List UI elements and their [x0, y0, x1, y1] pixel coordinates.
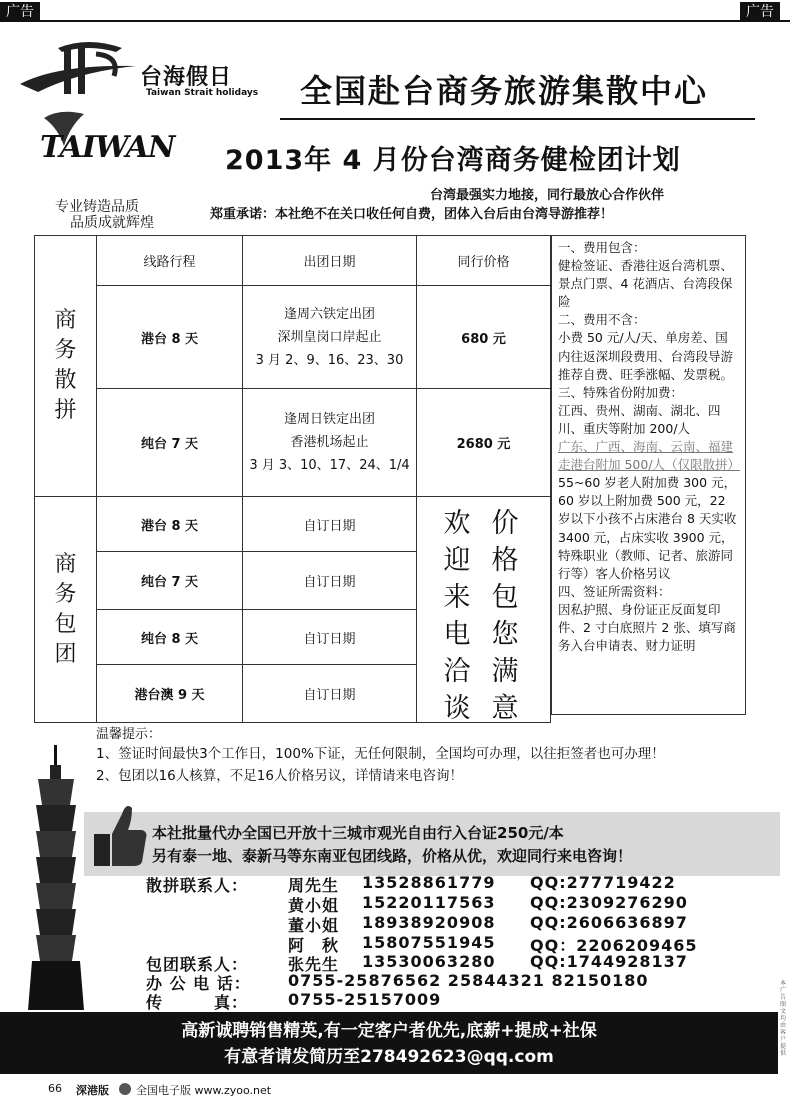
fee-info-surcharge: 广东、广西、海南、云南、福建走港台附加 500/人（仅限散拼）: [558, 439, 741, 473]
ad-label-right: 广告: [740, 2, 780, 22]
edition-label: 深港版: [76, 1084, 109, 1097]
slogan-1: 专业铸造品质: [55, 199, 139, 215]
welcome-text: 欢 迎 来 电 洽 谈: [443, 508, 471, 724]
contact-qq: QQ:277719422: [530, 873, 676, 892]
contact-qq: QQ:2309276290: [530, 893, 688, 912]
welcome-cell: [417, 497, 551, 723]
fee-info-part1: 一、费用包含： 健检签证、香港往返台湾机票、景点门票、4 花酒店、台湾段保险 二、费用不含： 小费 50 元/人/天、单房差、国内往返深圳段费用、台湾段导游推荐自费、旺季涨幅、发票税。 三、特殊省份附加费： 江西、贵州、湖南、湖北、四川、重庆等附加 200/人: [558, 240, 734, 436]
side-note: 本广告图文均由客户提供: [780, 980, 787, 1057]
table-row: 港台澳 9 天 自订日期: [35, 665, 551, 723]
contact-name: 阿 秋: [288, 936, 340, 955]
title-rule: [280, 118, 755, 120]
recruit-line-2: 有意者请发简历至278492623@qq.com: [224, 1047, 554, 1067]
thumbs-up-icon: [88, 800, 148, 870]
table-row: 港台 8 天 逢周六铁定出团 深圳皇岗口岸起止 3 月 2、9、16、23、30 680 元: [35, 286, 551, 389]
taipei-101-tower-icon: [26, 745, 86, 1010]
site-label: 全国电子版 www.zyoo.net: [136, 1084, 272, 1097]
header-dates: 出团日期: [243, 236, 417, 286]
logo-english: Taiwan Strait holidays: [146, 88, 259, 98]
top-rule: [0, 20, 790, 22]
recruit-footer: [0, 1012, 778, 1074]
table-row: 纯台 8 天 自订日期: [35, 610, 551, 665]
table-row: 纯台 7 天 逢周日铁定出团 香港机场起止 3 月 3、10、17、24、1/4 2680 元: [35, 389, 551, 497]
header-route: 线路行程: [97, 236, 243, 286]
logo-name: 台海假日: [140, 65, 233, 90]
contact-name: 黄小姐: [288, 896, 340, 915]
recruit-line-1: 高新诚聘销售精英,有一定客户者优先,底薪+提成+社保: [181, 1021, 597, 1041]
slogan-2: 品质成就辉煌: [70, 215, 154, 231]
header-price: 同行价格: [417, 236, 551, 286]
tip-1: 1、签证时间最快3个工作日，100%下证，无任何限制，全国均可办理，以往拒签者也可办理！: [96, 746, 665, 762]
contact-phone: 18938920908: [362, 913, 496, 932]
taihai-logo-icon: [18, 36, 138, 106]
contact-name: 周先生: [288, 876, 340, 895]
tagline-2: 郑重承诺：本社绝不在关口收任何自费，团体入台后由台湾导游推荐！: [210, 207, 614, 222]
taiwan-wordmark: TAIWAN: [40, 130, 175, 165]
fax-value: 0755-25157009: [288, 990, 442, 1009]
category-scatter: 商 务 散 拼: [54, 308, 77, 423]
page-number: 66: [48, 1082, 62, 1095]
contact-name: 张先生: [288, 955, 340, 974]
contact-label-group: 包团联系人：: [146, 955, 249, 974]
plan-title: 2013年 4 月份台湾商务健检团计划: [225, 145, 681, 176]
contact-phone: 13530063280: [362, 952, 496, 971]
itinerary-table: [34, 235, 551, 723]
contact-qq: QQ:1744928137: [530, 952, 688, 971]
edition-logo-icon: [118, 1082, 132, 1096]
contact-phone: 13528861779: [362, 873, 496, 892]
table-row: 商 务 包 团 港台 8 天 自订日期: [35, 497, 551, 552]
office-phone-label: 办 公 电 话：: [146, 974, 251, 993]
contact-phone: 15220117563: [362, 893, 496, 912]
tips-title: 温馨提示：: [96, 727, 162, 742]
contact-name: 董小姐: [288, 916, 340, 935]
table-row: 纯台 7 天 自订日期: [35, 552, 551, 610]
tagline-1: 台湾最强实力地接，同行最放心合作伙伴: [430, 188, 665, 203]
category-group: 商 务 包 团: [54, 551, 77, 667]
contact-qq: QQ：2206209465: [530, 936, 698, 955]
fee-info-box: [551, 235, 746, 715]
tip-2: 2、包团以16人核算，不足16人价格另议，详情请来电咨询！: [96, 768, 463, 784]
fee-info-part3: 55~60 岁老人附加费 300 元，60 岁以上附加费 500 元，22 岁以下小孩不占床港台 8 天实收 3400 元，占床实收 3900 元，特殊职业（教师、记者、旅游同行等）客人价格另议 四、签证所需资料： 因私护照、身份证正反面复印件、2 寸白底照片 2 张、填写商务入台申请表、财力证明: [558, 475, 737, 654]
contact-label-scatter: 散拼联系人：: [146, 876, 249, 895]
office-phone-value: 0755-25876562 25844321 82150180: [288, 971, 649, 990]
main-title: 全国赴台商务旅游集散中心: [300, 72, 709, 110]
contact-phone: 15807551945: [362, 933, 496, 952]
category-cell: [35, 497, 97, 723]
banner-line-2: 另有泰一地、泰新马等东南亚包团线路，价格从优，欢迎同行来电咨询！: [152, 847, 633, 865]
ad-label-left: 广告: [0, 2, 40, 22]
category-cell: [35, 236, 97, 497]
banner-line-1: 本社批量代办全国已开放十三城市观光自由行入台证250元/本: [152, 824, 564, 842]
price-promise-text: 价 格 包 您 满 意: [491, 508, 519, 724]
contact-qq: QQ:2606636897: [530, 913, 688, 932]
fax-label: 传 真：: [146, 993, 249, 1012]
